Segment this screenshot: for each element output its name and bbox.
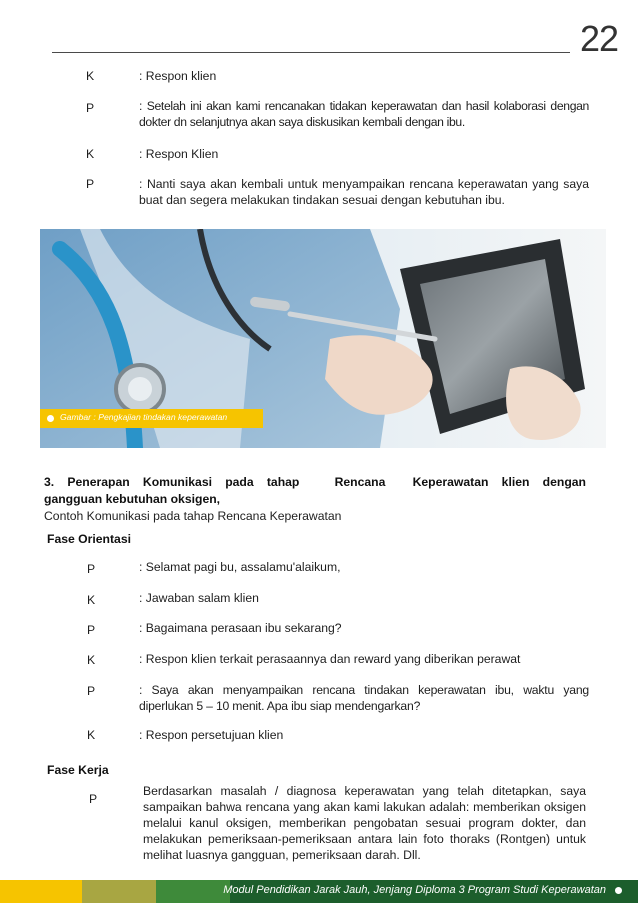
- speaker-label: P: [89, 792, 98, 806]
- dialogue-text: : Bagaimana perasaan ibu sekarang?: [139, 621, 342, 635]
- header-rule: [52, 52, 570, 53]
- heading-line-2: gangguan kebutuhan oksigen,: [44, 492, 221, 506]
- dialogue-text: : Selamat pagi bu, assalamu'alaikum,: [139, 560, 341, 574]
- speaker-label: P: [87, 684, 96, 698]
- speaker-label: K: [87, 728, 96, 742]
- speaker-label: P: [87, 623, 96, 637]
- heading-word: klien: [501, 475, 530, 489]
- speaker-label: K: [87, 593, 96, 607]
- dialogue-text: : Nanti saya akan kembali untuk menyampaikan rencana keperawatan yang saya buat dan segera melakukan tindakan sesuai dengan kebutuhan ibu.: [139, 177, 589, 207]
- speaker-label: K: [86, 147, 95, 161]
- speaker-label: K: [87, 653, 96, 667]
- footer-segment: [82, 880, 156, 903]
- dialogue-text: : Respon persetujuan klien: [139, 728, 284, 742]
- heading-word: Komunikasi: [142, 475, 212, 489]
- heading-word: Keperawatan: [412, 475, 489, 489]
- footer-text: Modul Pendidikan Jarak Jauh, Jenjang Diploma 3 Program Studi Keperawatan: [223, 884, 606, 896]
- speaker-label: P: [86, 101, 95, 115]
- dialogue-text: : Respon klien: [139, 69, 217, 83]
- dialogue-text: : Saya akan menyampaikan rencana tindakan keperawatan ibu, waktu yang diperlukan 5 – 10 menit. Apa ibu siap mendengarkan?: [139, 683, 589, 713]
- dialogue-text: : Respon klien terkait perasaannya dan reward yang diberikan perawat: [139, 652, 521, 666]
- phase-title-kerja: Fase Kerja: [47, 763, 109, 777]
- heading-word: Penerapan: [67, 475, 130, 489]
- footer-bullet-icon: [615, 887, 622, 894]
- speaker-label: P: [86, 177, 95, 191]
- footer-segment: [0, 880, 82, 903]
- page-number: 22: [579, 18, 618, 59]
- heading-word: pada: [225, 475, 254, 489]
- heading-word: tahap: [266, 475, 300, 489]
- heading-word: Rencana: [334, 475, 386, 489]
- caption-bullet-icon: [47, 415, 54, 422]
- section-subtitle: Contoh Komunikasi pada tahap Rencana Keperawatan: [44, 509, 342, 523]
- dialogue-text: : Setelah ini akan kami rencanakan tidakan keperawatan dan hasil kolaborasi dengan dokter dn selanjutnya akan saya diskusikan kembali dengan ibu.: [139, 99, 589, 129]
- dialogue-text: Berdasarkan masalah / diagnosa keperawatan yang telah ditetapkan, saya sampaikan bahwa rencana yang akan kami lakukan adalah: memberikan oksigen melalui kanul oksigen, memberikan pengobatan sesuai program dokter, dan melakukan pemeriksaan-pemeriksaan antara lain foto thoraks (Rontgen) untuk melihat luasnya gangguan, pemeriksaan darah. Dll.: [143, 784, 586, 862]
- heading-word: dengan: [542, 475, 586, 489]
- speaker-label: K: [86, 69, 95, 83]
- dialogue-text: : Jawaban salam klien: [139, 591, 259, 605]
- phase-title-orientasi: Fase Orientasi: [47, 532, 131, 546]
- footer-segment: [156, 880, 230, 903]
- dialogue-text: : Respon Klien: [139, 147, 219, 161]
- speaker-label: P: [87, 562, 96, 576]
- section-heading: [44, 474, 586, 508]
- heading-word: 3.: [44, 475, 55, 489]
- photo-caption: Gambar : Pengkajian tindakan keperawatan: [60, 412, 228, 422]
